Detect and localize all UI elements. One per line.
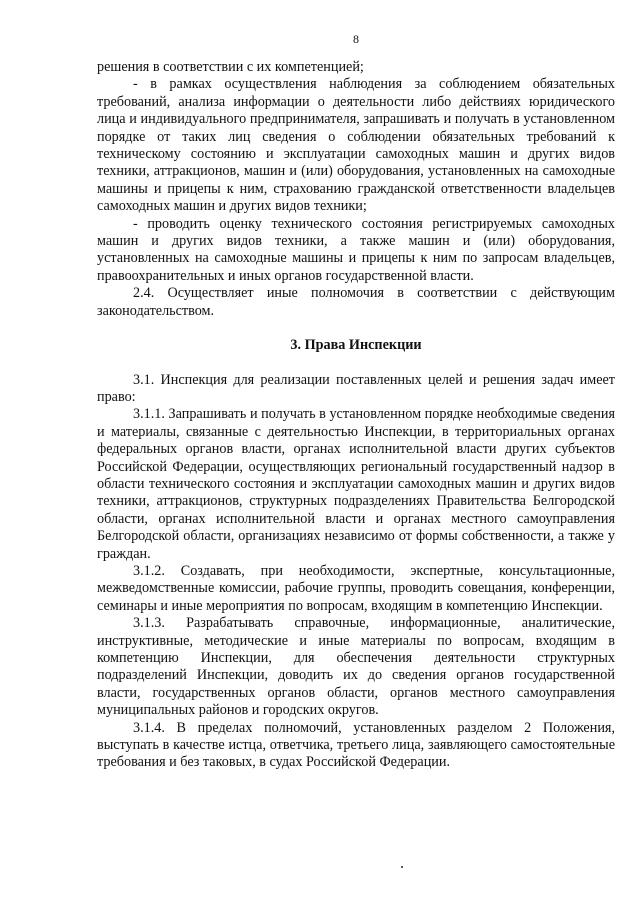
document-page <box>97 0 615 905</box>
document-body <box>97 59 615 772</box>
paragraph-3-1-3: 3.1.3. Разрабатывать справочные, информационные, аналитические, инструктивные, методические и иные материалы по вопросам, входящим в компетенцию Инспекции, для обеспечения деятельности структурных подразделений Инспекции, доводить их до сведения органов государственной власти, государственных органов области, органов местного самоуправления муниципальных районов и городских округов. <box>97 615 615 719</box>
paragraph-continuation: решения в соответствии с их компетенцией; <box>97 59 364 75</box>
page-number: 8 <box>353 32 359 46</box>
section-heading: 3. Права Инспекции <box>290 337 422 354</box>
paragraph-3-1: 3.1. Инспекция для реализации поставленных целей и решения задач имеет право: <box>97 371 615 405</box>
paragraph-technical-assessment: - проводить оценку технического состояния регистрируемых самоходных машин и других видов техники, а также машин и (или) оборудования, установленных на самоходные машины и прицепы к ним по запросам владельцев, правоохранительных и иных органов государственной власти. <box>97 215 615 284</box>
spacer <box>97 355 615 372</box>
paragraph-3-1-4: 3.1.4. В пределах полномочий, установленных разделом 2 Положения, выступать в качестве истца, ответчика, третьего лица, заявляющего самостоятельные требования и без таковых, в судах Российской Федерации. <box>97 719 615 771</box>
paragraph-2-4: 2.4. Осуществляет иные полномочия в соответствии с действующим законодательством. <box>97 285 615 319</box>
paragraph-observation-rights: - в рамках осуществления наблюдения за соблюдением обязательных требований, анализа информации о деятельности либо действиях юридического лица и индивидуального предпринимателя, запрашивать и получать в установленном порядке от таких лиц сведения о соблюдении обязательных требований к техническому состоянию и эксплуатации самоходных машин и других видов техники, аттракционов, машин и (или) оборудования, установленных на самоходные машины и прицепы к ним, страхованию гражданской ответственности владельцев самоходных машин и других видов техники; <box>97 76 615 215</box>
paragraph-3-1-2: 3.1.2. Создавать, при необходимости, экспертные, консультационные, межведомственные комиссии, рабочие группы, проводить совещания, конференции, семинары и иные мероприятия по вопросам, входящим в компетенцию Инспекции. <box>97 562 615 614</box>
paragraph-3-1-1: 3.1.1. Запрашивать и получать в установленном порядке необходимые сведения и материалы, связанные с деятельностью Инспекции, в территориальных органах федеральных органов власти, органах исполнительной власти других субъектов Российской Федерации, осуществляющих региональный государственный надзор в области технического состояния и эксплуатации самоходных машин и других видов техники, аттракционов, структурных подразделениях Правительства Белгородской области, органах исполнительной власти и органах местного самоуправления Белгородской области, организациях независимо от формы собственности, а также у граждан. <box>97 406 615 562</box>
scan-speck <box>401 866 403 868</box>
spacer <box>97 320 615 337</box>
